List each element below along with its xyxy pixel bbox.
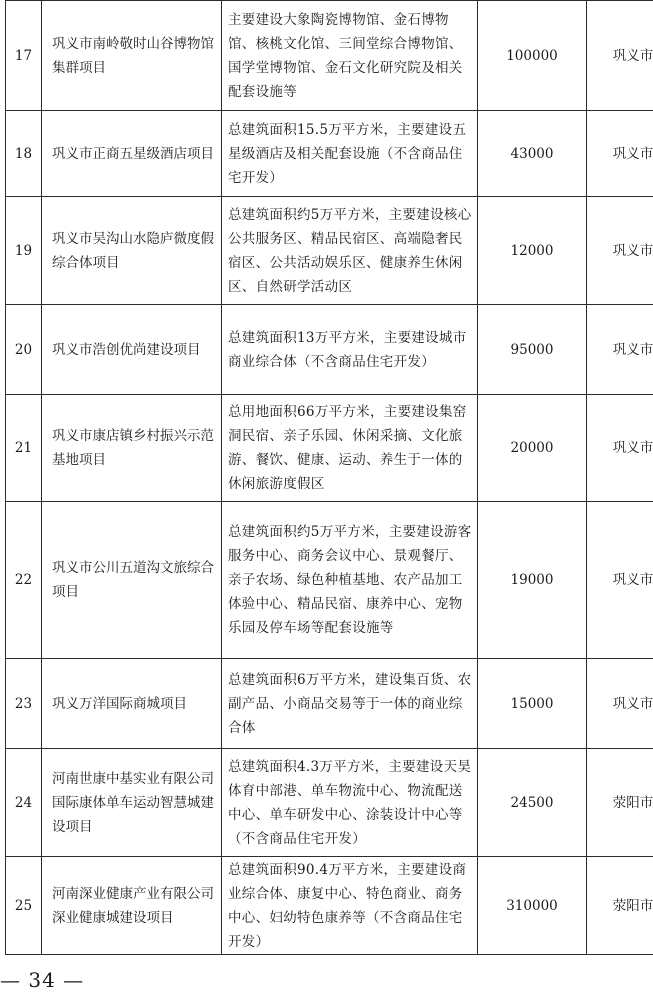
investment-amount: 12000 (478, 197, 587, 305)
investment-amount: 95000 (478, 305, 587, 395)
project-location: 巩义市 (587, 502, 653, 659)
row-number: 21 (6, 395, 42, 502)
table-row (6, 857, 653, 955)
row-number: 23 (6, 659, 42, 749)
project-location: 巩义市 (587, 659, 653, 749)
project-location: 巩义市 (587, 305, 653, 395)
row-number: 25 (6, 857, 42, 955)
project-content: 总建筑面积约5万平方米，主要建设核心公共服务区、精品民宿区、高端隐奢民宿区、公共活动娱乐区、健康养生休闲区、自然研学活动区 (222, 197, 478, 305)
row-number: 18 (6, 111, 42, 197)
project-location: 荥阳市 (587, 749, 653, 857)
project-content: 总建筑面积约5万平方米，主要建设游客服务中心、商务会议中心、景观餐厅、亲子农场、绿色种植基地、农产品加工体验中心、精品民宿、康养中心、宠物乐园及停车场等配套设施等 (222, 502, 478, 659)
project-table (5, 0, 653, 955)
row-number: 22 (6, 502, 42, 659)
project-location: 巩义市 (587, 197, 653, 305)
project-content: 总用地面积66万平方米，主要建设集窑洞民宿、亲子乐园、休闲采摘、文化旅游、餐饮、健康、运动、养生于一体的休闲旅游度假区 (222, 395, 478, 502)
project-name: 巩义市吴沟山水隐庐微度假综合体项目 (42, 197, 222, 305)
row-number: 19 (6, 197, 42, 305)
table-row (6, 502, 653, 659)
table-row (6, 659, 653, 749)
row-number: 20 (6, 305, 42, 395)
project-name: 巩义市南岭敬时山谷博物馆集群项目 (42, 1, 222, 111)
project-name: 巩义市浩创优尚建设项目 (42, 305, 222, 395)
project-name: 巩义市公川五道沟文旅综合项目 (42, 502, 222, 659)
investment-amount: 20000 (478, 395, 587, 502)
investment-amount: 100000 (478, 1, 587, 111)
project-content: 总建筑面积6万平方米，建设集百货、农副产品、小商品交易等于一体的商业综合体 (222, 659, 478, 749)
project-content: 总建筑面积90.4万平方米，主要建设商业综合体、康复中心、特色商业、商务中心、妇幼特色康养等（不含商品住宅开发） (222, 857, 478, 955)
table-row (6, 197, 653, 305)
investment-amount: 19000 (478, 502, 587, 659)
table-row (6, 1, 653, 111)
project-location: 巩义市 (587, 111, 653, 197)
investment-amount: 43000 (478, 111, 587, 197)
investment-amount: 310000 (478, 857, 587, 955)
project-name: 巩义市正商五星级酒店项目 (42, 111, 222, 197)
table-row (6, 395, 653, 502)
project-location: 巩义市 (587, 395, 653, 502)
project-location: 荥阳市 (587, 857, 653, 955)
project-name: 河南深业健康产业有限公司深业健康城建设项目 (42, 857, 222, 955)
investment-amount: 24500 (478, 749, 587, 857)
row-number: 17 (6, 1, 42, 111)
table-row (6, 749, 653, 857)
row-number: 24 (6, 749, 42, 857)
project-content: 总建筑面积4.3万平方米，主要建设天昊体育中部港、单车物流中心、物流配送中心、单车研发中心、涂装设计中心等（不含商品住宅开发） (222, 749, 478, 857)
project-location: 巩义市 (587, 1, 653, 111)
project-content: 总建筑面积15.5万平方米，主要建设五星级酒店及相关配套设施（不含商品住宅开发） (222, 111, 478, 197)
project-content: 总建筑面积13万平方米，主要建设城市商业综合体（不含商品住宅开发） (222, 305, 478, 395)
project-name: 巩义市康店镇乡村振兴示范基地项目 (42, 395, 222, 502)
table-row (6, 305, 653, 395)
project-name: 巩义万洋国际商城项目 (42, 659, 222, 749)
investment-amount: 15000 (478, 659, 587, 749)
table-row (6, 111, 653, 197)
page-number: — 34 — (0, 968, 85, 992)
project-name: 河南世康中基实业有限公司国际康体单车运动智慧城建设项目 (42, 749, 222, 857)
project-content: 主要建设大象陶瓷博物馆、金石博物馆、核桃文化馆、三间堂综合博物馆、国学堂博物馆、金石文化研究院及相关配套设施等 (222, 1, 478, 111)
